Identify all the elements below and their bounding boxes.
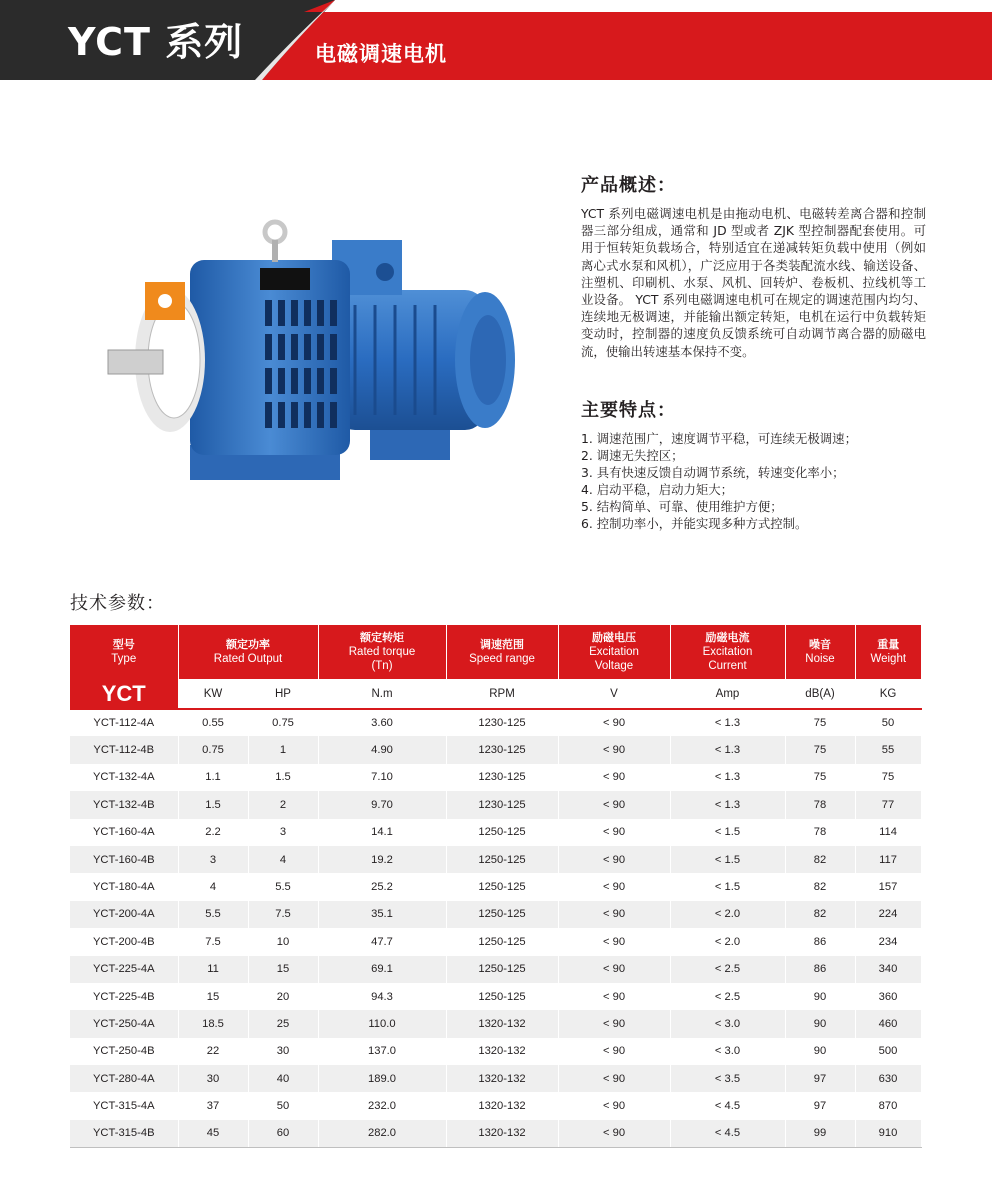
cell-hp: 25 [248, 1010, 318, 1037]
col-excitation-voltage: 励磁电压 Excitation Voltage [558, 625, 670, 679]
cell-torque: 94.3 [318, 983, 446, 1010]
cell-speed: 1320-132 [446, 1065, 558, 1092]
cell-speed: 1250-125 [446, 819, 558, 846]
cell-voltage: < 90 [558, 736, 670, 763]
cell-torque: 25.2 [318, 873, 446, 900]
feature-item: 4. 启动平稳，启动力矩大； [581, 482, 734, 497]
cell-kw: 5.5 [178, 901, 248, 928]
cell-type: YCT-180-4A [70, 873, 178, 900]
cell-current: < 3.0 [670, 1010, 785, 1037]
cell-torque: 19.2 [318, 846, 446, 873]
cell-torque: 9.70 [318, 791, 446, 818]
cell-hp: 2 [248, 791, 318, 818]
cell-current: < 1.3 [670, 791, 785, 818]
cell-voltage: < 90 [558, 1065, 670, 1092]
cell-current: < 1.5 [670, 873, 785, 900]
col-type: 型号 Type [70, 625, 178, 679]
cell-speed: 1320-132 [446, 1092, 558, 1119]
motor-product-image [100, 210, 520, 490]
cell-noise: 78 [785, 791, 855, 818]
table-row [70, 873, 921, 900]
cell-weight: 910 [855, 1120, 921, 1147]
cell-torque: 4.90 [318, 736, 446, 763]
cell-voltage: < 90 [558, 956, 670, 983]
cell-type: YCT-160-4A [70, 819, 178, 846]
cell-voltage: < 90 [558, 873, 670, 900]
cell-current: < 1.3 [670, 764, 785, 791]
cell-type: YCT-200-4A [70, 901, 178, 928]
cell-current: < 2.5 [670, 983, 785, 1010]
cell-kw: 4 [178, 873, 248, 900]
table-row [70, 956, 921, 983]
cell-torque: 137.0 [318, 1038, 446, 1065]
cell-hp: 30 [248, 1038, 318, 1065]
cell-current: < 3.5 [670, 1065, 785, 1092]
feature-item: 6. 控制功率小，并能实现多种方式控制。 [581, 516, 808, 531]
cell-hp: 3 [248, 819, 318, 846]
cell-hp: 15 [248, 956, 318, 983]
cell-kw: 3 [178, 846, 248, 873]
cell-type: YCT-200-4B [70, 928, 178, 955]
cell-kw: 15 [178, 983, 248, 1010]
cell-noise: 82 [785, 846, 855, 873]
table-row [70, 1092, 921, 1119]
feature-item: 1. 调速范围广，速度调节平稳，可连续无极调速； [581, 431, 857, 446]
cell-noise: 78 [785, 819, 855, 846]
cell-kw: 18.5 [178, 1010, 248, 1037]
cell-current: < 4.5 [670, 1120, 785, 1147]
cell-voltage: < 90 [558, 791, 670, 818]
cell-torque: 189.0 [318, 1065, 446, 1092]
cell-noise: 82 [785, 901, 855, 928]
table-row [70, 1120, 921, 1147]
cell-hp: 5.5 [248, 873, 318, 900]
table-row [70, 1038, 921, 1065]
feature-item: 3. 具有快速反馈自动调节系统，转速变化率小； [581, 465, 845, 480]
cell-current: < 2.0 [670, 928, 785, 955]
col-speed-range: 调速范围 Speed range [446, 625, 558, 679]
cell-kw: 0.55 [178, 709, 248, 736]
cell-kw: 22 [178, 1038, 248, 1065]
table-row [70, 928, 921, 955]
cell-hp: 7.5 [248, 901, 318, 928]
cell-noise: 75 [785, 709, 855, 736]
cell-speed: 1230-125 [446, 736, 558, 763]
cell-torque: 110.0 [318, 1010, 446, 1037]
feature-item: 2. 调速无失控区； [581, 448, 684, 463]
cell-weight: 870 [855, 1092, 921, 1119]
overview-paragraph: YCT 系列电磁调速电机是由拖动电机、电磁转差离合器和控制器三部分组成，通常和 JD 型或者 ZJK 型控制器配套使用。可用于恒转矩负载场合，特别适宜在递减转矩负载中使用（例如离心式水泵和风机），广泛应用于各类装配流水线、输送设备、注塑机、印刷机、水泵、风机、回转炉、卷板机、拉线机等工业设备。 YCT 系列电磁调速电机可在规定的调速范围内均匀、连续地无极调速，并能输出额定转矩，电机在运行中负载转矩变动时，控制器的速度负反馈系统可自动调节离合器的励磁电流，使输出转速基本保持不变。 [581, 206, 926, 359]
overview-heading: 产品概述： [581, 175, 676, 196]
cell-weight: 224 [855, 901, 921, 928]
cell-kw: 11 [178, 956, 248, 983]
cell-hp: 1.5 [248, 764, 318, 791]
cell-weight: 340 [855, 956, 921, 983]
cell-weight: 500 [855, 1038, 921, 1065]
cell-torque: 282.0 [318, 1120, 446, 1147]
cell-kw: 37 [178, 1092, 248, 1119]
cell-hp: 10 [248, 928, 318, 955]
cell-speed: 1230-125 [446, 791, 558, 818]
unit-hp: HP [248, 679, 318, 709]
cell-speed: 1250-125 [446, 846, 558, 873]
col-noise: 噪音 Noise [785, 625, 855, 679]
cell-type: YCT-112-4A [70, 709, 178, 736]
cell-voltage: < 90 [558, 1038, 670, 1065]
table-row [70, 819, 921, 846]
cell-noise: 97 [785, 1092, 855, 1119]
features-list [581, 430, 926, 532]
cell-hp: 40 [248, 1065, 318, 1092]
cell-type: YCT-132-4A [70, 764, 178, 791]
spec-unit-row [70, 679, 921, 709]
cell-voltage: < 90 [558, 709, 670, 736]
cell-speed: 1250-125 [446, 928, 558, 955]
spec-table [70, 625, 922, 1148]
feature-item: 5. 结构简单、可靠、使用维护方便； [581, 499, 783, 514]
series-subtitle: 电磁调速电机 [315, 42, 447, 66]
cell-type: YCT-112-4B [70, 736, 178, 763]
unit-db: dB(A) [785, 679, 855, 709]
cell-type: YCT-225-4A [70, 956, 178, 983]
table-row [70, 736, 921, 763]
cell-speed: 1250-125 [446, 873, 558, 900]
cell-type: YCT-250-4A [70, 1010, 178, 1037]
cell-current: < 4.5 [670, 1092, 785, 1119]
cell-type: YCT-250-4B [70, 1038, 178, 1065]
cell-noise: 82 [785, 873, 855, 900]
cell-torque: 69.1 [318, 956, 446, 983]
cell-hp: 0.75 [248, 709, 318, 736]
cell-current: < 1.3 [670, 736, 785, 763]
series-title: YCT 系列 [68, 20, 244, 64]
cell-noise: 90 [785, 983, 855, 1010]
unit-v: V [558, 679, 670, 709]
cell-kw: 2.2 [178, 819, 248, 846]
cell-current: < 1.5 [670, 819, 785, 846]
cell-noise: 90 [785, 1038, 855, 1065]
cell-type: YCT-132-4B [70, 791, 178, 818]
cell-noise: 75 [785, 736, 855, 763]
cell-current: < 2.0 [670, 901, 785, 928]
cell-noise: 75 [785, 764, 855, 791]
cell-torque: 232.0 [318, 1092, 446, 1119]
unit-kg: KG [855, 679, 921, 709]
cell-kw: 1.1 [178, 764, 248, 791]
cell-type: YCT-160-4B [70, 846, 178, 873]
cell-type: YCT-280-4A [70, 1065, 178, 1092]
cell-voltage: < 90 [558, 901, 670, 928]
spec-header-row [70, 625, 921, 679]
col-weight: 重量 Weight [855, 625, 921, 679]
col-excitation-current: 励磁电流 Excitation Current [670, 625, 785, 679]
cell-weight: 55 [855, 736, 921, 763]
features-heading: 主要特点： [581, 400, 676, 421]
cell-speed: 1250-125 [446, 956, 558, 983]
cell-torque: 47.7 [318, 928, 446, 955]
header-banner [0, 0, 992, 80]
cell-voltage: < 90 [558, 928, 670, 955]
cell-noise: 86 [785, 956, 855, 983]
cell-speed: 1250-125 [446, 983, 558, 1010]
cell-weight: 77 [855, 791, 921, 818]
cell-weight: 50 [855, 709, 921, 736]
unit-kw: KW [178, 679, 248, 709]
cell-current: < 3.0 [670, 1038, 785, 1065]
col-rated-output: 额定功率 Rated Output [178, 625, 318, 679]
cell-speed: 1250-125 [446, 901, 558, 928]
cell-kw: 0.75 [178, 736, 248, 763]
unit-brand: YCT [70, 679, 178, 709]
cell-hp: 60 [248, 1120, 318, 1147]
cell-voltage: < 90 [558, 983, 670, 1010]
cell-noise: 90 [785, 1010, 855, 1037]
cell-voltage: < 90 [558, 1092, 670, 1119]
cell-weight: 460 [855, 1010, 921, 1037]
table-row [70, 1065, 921, 1092]
cell-weight: 114 [855, 819, 921, 846]
cell-voltage: < 90 [558, 819, 670, 846]
cell-weight: 360 [855, 983, 921, 1010]
col-rated-torque: 额定转矩 Rated torque (Tn) [318, 625, 446, 679]
cell-type: YCT-315-4B [70, 1120, 178, 1147]
cell-voltage: < 90 [558, 764, 670, 791]
table-row [70, 764, 921, 791]
cell-speed: 1320-132 [446, 1010, 558, 1037]
cell-torque: 3.60 [318, 709, 446, 736]
cell-hp: 50 [248, 1092, 318, 1119]
cell-type: YCT-315-4A [70, 1092, 178, 1119]
cell-type: YCT-225-4B [70, 983, 178, 1010]
cell-noise: 97 [785, 1065, 855, 1092]
table-row [70, 709, 921, 736]
cell-torque: 7.10 [318, 764, 446, 791]
cell-hp: 20 [248, 983, 318, 1010]
cell-current: < 1.3 [670, 709, 785, 736]
cell-hp: 4 [248, 846, 318, 873]
cell-speed: 1230-125 [446, 764, 558, 791]
unit-nm: N.m [318, 679, 446, 709]
table-row [70, 846, 921, 873]
cell-noise: 86 [785, 928, 855, 955]
cell-torque: 14.1 [318, 819, 446, 846]
tech-params-heading: 技术参数： [70, 593, 165, 614]
cell-weight: 157 [855, 873, 921, 900]
table-row [70, 901, 921, 928]
cell-torque: 35.1 [318, 901, 446, 928]
cell-hp: 1 [248, 736, 318, 763]
unit-amp: Amp [670, 679, 785, 709]
cell-speed: 1230-125 [446, 709, 558, 736]
cell-speed: 1320-132 [446, 1120, 558, 1147]
table-row [70, 1010, 921, 1037]
cell-speed: 1320-132 [446, 1038, 558, 1065]
cell-kw: 7.5 [178, 928, 248, 955]
table-row [70, 791, 921, 818]
table-row [70, 983, 921, 1010]
cell-kw: 1.5 [178, 791, 248, 818]
cell-kw: 30 [178, 1065, 248, 1092]
cell-voltage: < 90 [558, 1120, 670, 1147]
cell-current: < 2.5 [670, 956, 785, 983]
cell-weight: 630 [855, 1065, 921, 1092]
cell-weight: 234 [855, 928, 921, 955]
cell-noise: 99 [785, 1120, 855, 1147]
unit-rpm: RPM [446, 679, 558, 709]
cell-weight: 75 [855, 764, 921, 791]
cell-kw: 45 [178, 1120, 248, 1147]
cell-voltage: < 90 [558, 1010, 670, 1037]
cell-voltage: < 90 [558, 846, 670, 873]
spec-table-body [70, 709, 921, 1147]
cell-weight: 117 [855, 846, 921, 873]
cell-current: < 1.5 [670, 846, 785, 873]
